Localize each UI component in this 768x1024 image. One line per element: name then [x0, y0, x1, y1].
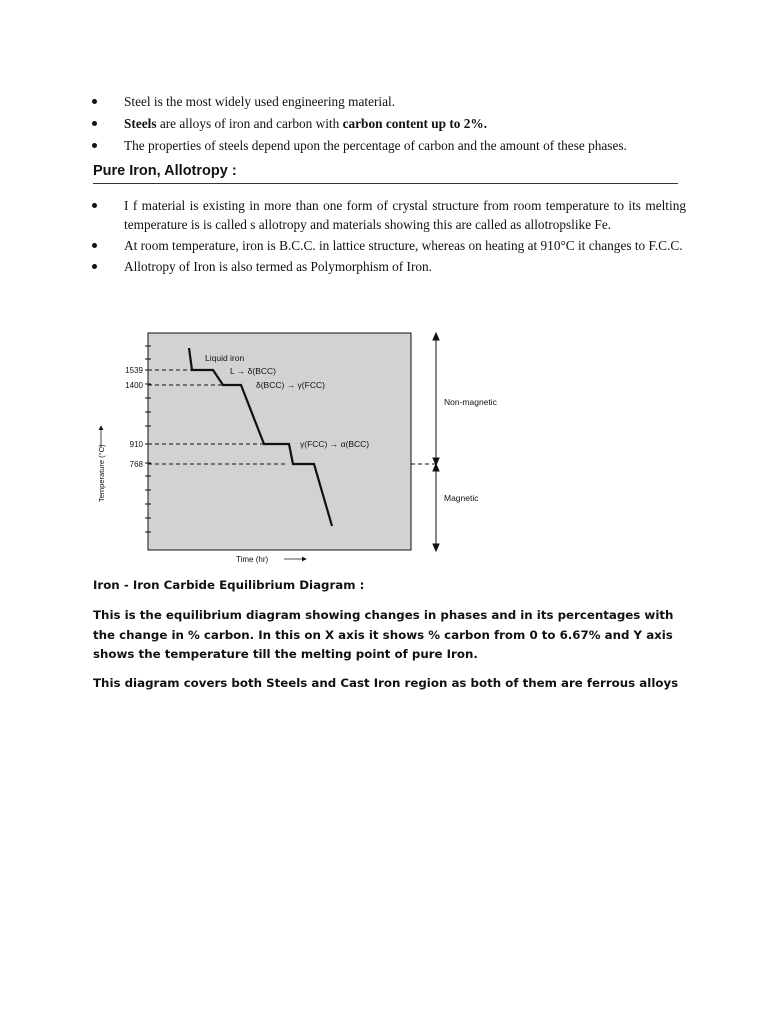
bullet-icon — [92, 121, 97, 126]
section-heading: Pure Iron, Allotropy : — [93, 163, 678, 184]
list-item — [90, 136, 690, 155]
temp-label: 910 — [129, 440, 143, 449]
phase-label: δ(BCC) → γ(FCC) — [256, 380, 325, 390]
paragraph: This diagram covers both Steels and Cast Iron region as both of them are ferrous alloys — [93, 676, 679, 690]
temp-label: 1400 — [125, 381, 143, 390]
magnetic-label: Magnetic — [444, 493, 479, 503]
temp-label: 1539 — [125, 366, 143, 375]
allotropy-bullet-list — [90, 196, 686, 278]
x-axis-label: Time (hr) — [236, 555, 269, 564]
temperature-labels — [125, 366, 143, 469]
list-item — [90, 236, 686, 255]
phase-label: γ(FCC) → α(BCC) — [300, 439, 370, 449]
cooling-curve-figure — [88, 326, 528, 566]
temp-label: 768 — [129, 460, 143, 469]
bullet-icon — [92, 203, 97, 208]
bullet-strong-text: carbon content up to 2%. — [342, 116, 488, 131]
magnetic-bracket — [433, 333, 439, 551]
bullet-icon — [92, 143, 97, 148]
list-item — [90, 114, 690, 133]
phase-label: L → δ(BCC) — [230, 366, 276, 376]
bullet-text: I f material is existing in more than one form of crystal structure from room temperature to its melting temperature is is called s allotropy and materials showing this are called as allotropslike Fe. — [124, 198, 686, 232]
bullet-text: Allotropy of Iron is also termed as Polymorphism of Iron. — [124, 259, 433, 274]
bullet-strong-text: Steels — [124, 116, 157, 131]
intro-bullet-list — [90, 92, 690, 158]
y-axis-label: Temperature (°C) — [97, 444, 106, 502]
liquid-iron-label: Liquid iron — [205, 353, 245, 363]
list-item — [90, 257, 686, 276]
bullet-icon — [92, 243, 97, 248]
list-item — [90, 92, 690, 111]
non-magnetic-label: Non-magnetic — [444, 397, 497, 407]
bullet-icon — [92, 99, 97, 104]
bullet-text: Steel is the most widely used engineering material. — [124, 94, 396, 109]
bullet-text: At room temperature, iron is B.C.C. in lattice structure, whereas on heating at 910°C it changes to F.C.C. — [124, 238, 683, 253]
bullet-text: The properties of steels depend upon the percentage of carbon and the amount of these phases. — [124, 138, 627, 153]
section-title: Iron - Iron Carbide Equilibrium Diagram : — [93, 578, 365, 592]
bullet-text: are alloys of iron and carbon with — [156, 116, 343, 131]
paragraph: This is the equilibrium diagram showing changes in phases and in its percentages with the change in % carbon. In this on X axis it shows % carbon from 0 to 6.67% and Y axis shows the temperature till the melting point of pure Iron. — [93, 608, 674, 661]
cooling-curve-svg — [88, 326, 528, 566]
bullet-icon — [92, 264, 97, 269]
list-item — [90, 196, 686, 234]
plot-panel — [148, 333, 411, 550]
